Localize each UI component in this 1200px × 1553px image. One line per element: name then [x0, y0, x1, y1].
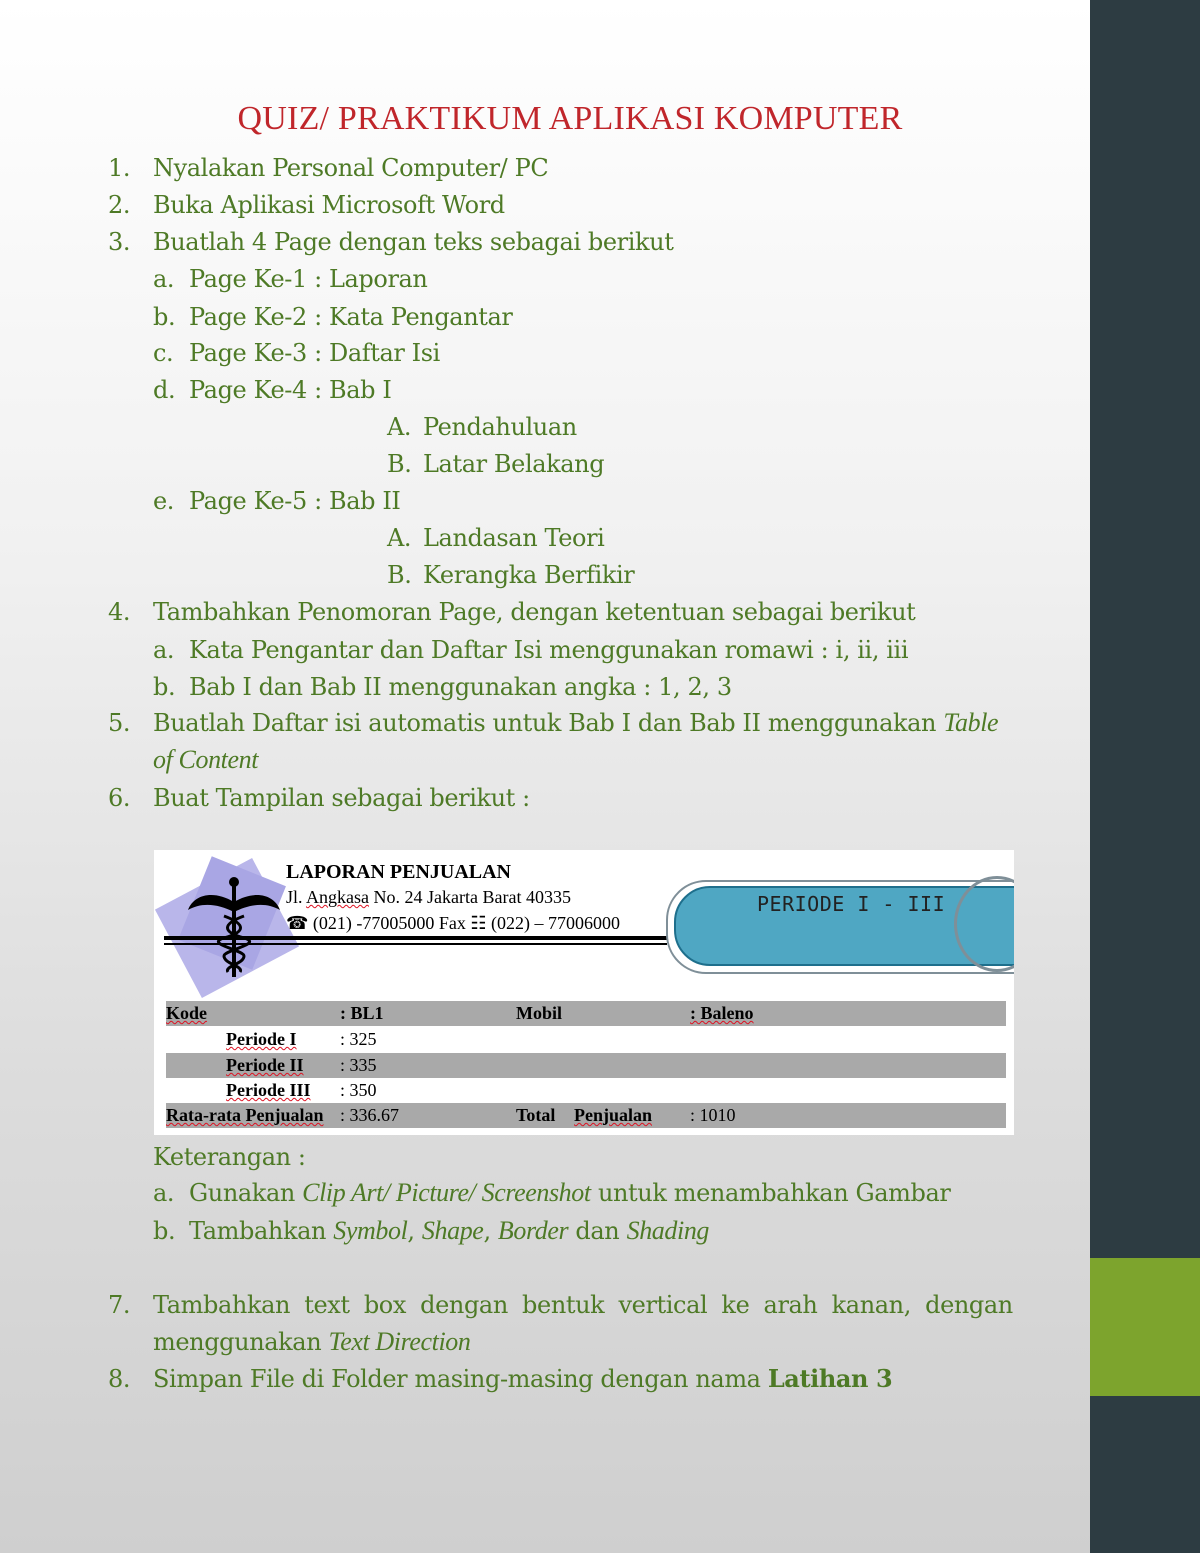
italic-term: Table: [943, 708, 999, 737]
header-rule: [164, 936, 667, 940]
table-row: Periode II : 335: [166, 1053, 1006, 1078]
list-item-7: 7. Tambahkan text box dengan bentuk vertical ke arah kanan, dengan: [108, 1291, 1013, 1319]
report-title: LAPORAN PENJUALAN: [286, 861, 511, 883]
caduceus-icon: [184, 872, 284, 982]
report-figure: [154, 850, 1014, 1135]
table-row: Periode I : 325: [226, 1029, 377, 1049]
period-label: PERIODE I - III: [757, 892, 946, 916]
report-address: Jl. Angkasa No. 24 Jakarta Barat 40335: [286, 887, 571, 907]
report-header: [286, 860, 620, 936]
page-title: QUIZ/ PRAKTIKUM APLIKASI KOMPUTER: [237, 100, 903, 137]
header-rule: [164, 943, 667, 945]
sidebar-accent: [1090, 1258, 1200, 1396]
table-row: Rata-rata Penjualan : 336.67 Total Penjualan : 1010: [166, 1103, 1006, 1128]
justified-line: Tambahkan text box dengan bentuk vertical ke arah kanan, dengan: [153, 1291, 1013, 1319]
table-row: Periode III : 350: [226, 1080, 377, 1100]
report-phone: ☎ (021) -77005000 Fax ☷ (022) – 77006000: [286, 913, 621, 933]
italic-term: of Content: [153, 745, 259, 774]
table-row: Kode : BL1 Mobil : Baleno: [166, 1001, 1006, 1026]
